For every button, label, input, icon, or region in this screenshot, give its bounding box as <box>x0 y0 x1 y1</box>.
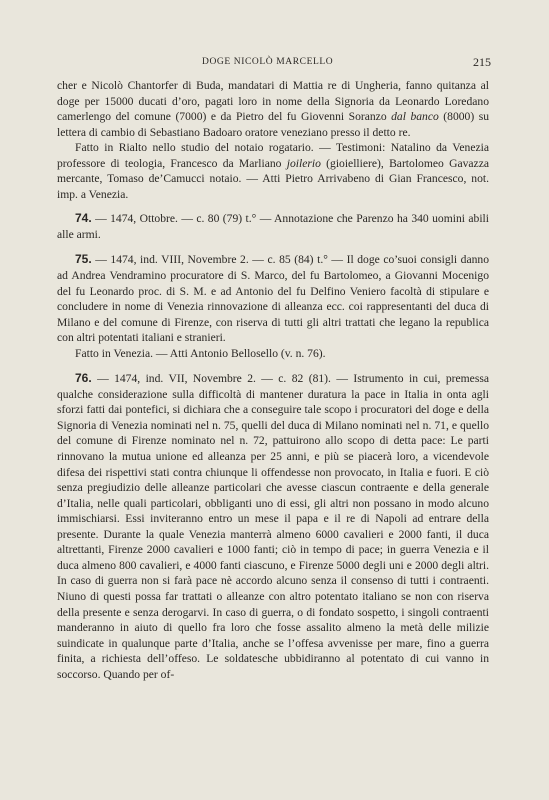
entry-76 <box>57 371 489 682</box>
page-number: 215 <box>473 55 491 69</box>
entry-separator <box>57 242 489 252</box>
text-run: (8000) su lettera di cambio di Sebastiano Badoaro oratore veneziano presso il detto re. <box>57 110 490 139</box>
entry-separator <box>57 361 489 371</box>
text-run: Fatto in Venezia. — Atti Antonio Bellosello (v. n. 76). <box>75 346 326 360</box>
paragraph-witnesses <box>57 140 489 202</box>
page-body <box>57 78 489 682</box>
entry-74 <box>57 211 489 242</box>
entry-number: 76. <box>75 371 92 386</box>
text-run: (gioielliere), Bartolomeo Gavazza mercante, Tomaso de’Camucci notaio. — Atti Pietro Arrivabeno di Gian Francesco, not. imp. a Venezia. <box>57 156 489 201</box>
entry-number: 75. <box>75 252 92 267</box>
text-run: — 1474, ind. VIII, Novembre 2. — c. 85 (84) t.° — Il doge co’suoi consigli danno ad Andrea Vendramino procuratore di S. Marco, del fu Bartolomeo, a Giovanni Mocenigo del fu Leonardo proc. di S. M. e ad Antonio del fu Delfino Veniero facoltà di stipulare e concludere in nome di Venezia rinnovazione di alleanza ecc. coi rappresentanti del duca di Milano e del comune di Firenze, con riserva di tutti gli altri trattati che legano la republica con altri potentati italiani e stranieri. <box>57 253 489 345</box>
italic-term: joilerio <box>286 156 321 170</box>
entry-75 <box>57 252 489 345</box>
entry-number: 74. <box>75 211 92 226</box>
text-run: — 1474, ind. VII, Novembre 2. — c. 82 (81). — Istrumento in cui, premessa qualche considerazione sulla difficoltà di mantener duratura la pace in Italia in onta agli sforzi fatti dai pontefici, si dichiara che a conseguire tale scopo i procuratori del doge e della Signoria di Venezia nominati nel n. 75, quelli del duca di Milano nominati nel n. 71, e quello del comune di Firenze nominato nel n. 72, pattuirono allo scopo di detta pace: Le parti rinnovano la mutua unione ed alleanza per 25 anni, e più se piacerà loro, a vicendevole difesa dei rispettivi stati contra chiunque li offendesse non provocato, in Italia e fuori. E ciò senza pregiudizio delle alleanze particolari che avesse ciascun contraente e della generale d’Italia, nelle quali particolari, obbliganti uno di essi, gli altri non possano in modo alcuno immischiarsi. Essi inviteranno entro un mese il papa e il re di Napoli ad entrare della presente. Durante la quale Venezia manterrà almeno 6000 cavalieri e 2000 fanti, il duca altrettanti, Firenze 2000 cavalieri e 1000 fanti; ciò in tempo di pace; in guerra Venezia e il duca almeno 800 cavalieri, e 4000 fanti ciascuno, e Firenze 5000 degli uni e 2000 degli altri. In caso di guerra non si farà pace nè accordo alcuno senza il consenso di tutti i contraenti. Niuno di questi possa far trattati o alleanze con altro potentato italiano se non con riserva della presente e senza derogarvi. In caso di guerra, o di fondato sospetto, i singoli contraenti manderanno in aiuto di quello fra loro che fosse assalito almeno la metà delle milizie suindicate in qualunque parte d’Italia, anche se l’offesa avvenisse per mare, fino a guerra finita, a richiesta dell’offeso. Le soldatesche ubbidiranno al potentato di cui vanno in soccorso. Quando per of- <box>57 372 489 681</box>
text-run: cher e Nicolò Chantorfer di Buda, mandatari di Mattia re di Ungheria, fanno quitanza al doge per 15000 ducati d’oro, pagati loro in nome della Signoria da Leonardo Loredano camerlengo del comune (7000) e da Pietro del fu Giovenni Soranzo <box>57 79 489 124</box>
paragraph-acts <box>57 346 489 362</box>
text-run: Fatto in Rialto nello studio del notaio rogatario. — Testimoni: Natalino da Venezia professore di teologia, Francesco da Marliano <box>57 141 489 170</box>
text-run: — 1474, Ottobre. — c. 80 (79) t.° — Annotazione che Parenzo ha 340 uomini abili alle armi. <box>57 212 489 241</box>
page-header <box>57 56 491 70</box>
italic-term: dal banco <box>391 110 439 124</box>
running-title: DOGE NICOLÒ MARCELLO <box>202 57 334 67</box>
paragraph-continuation <box>57 78 489 140</box>
